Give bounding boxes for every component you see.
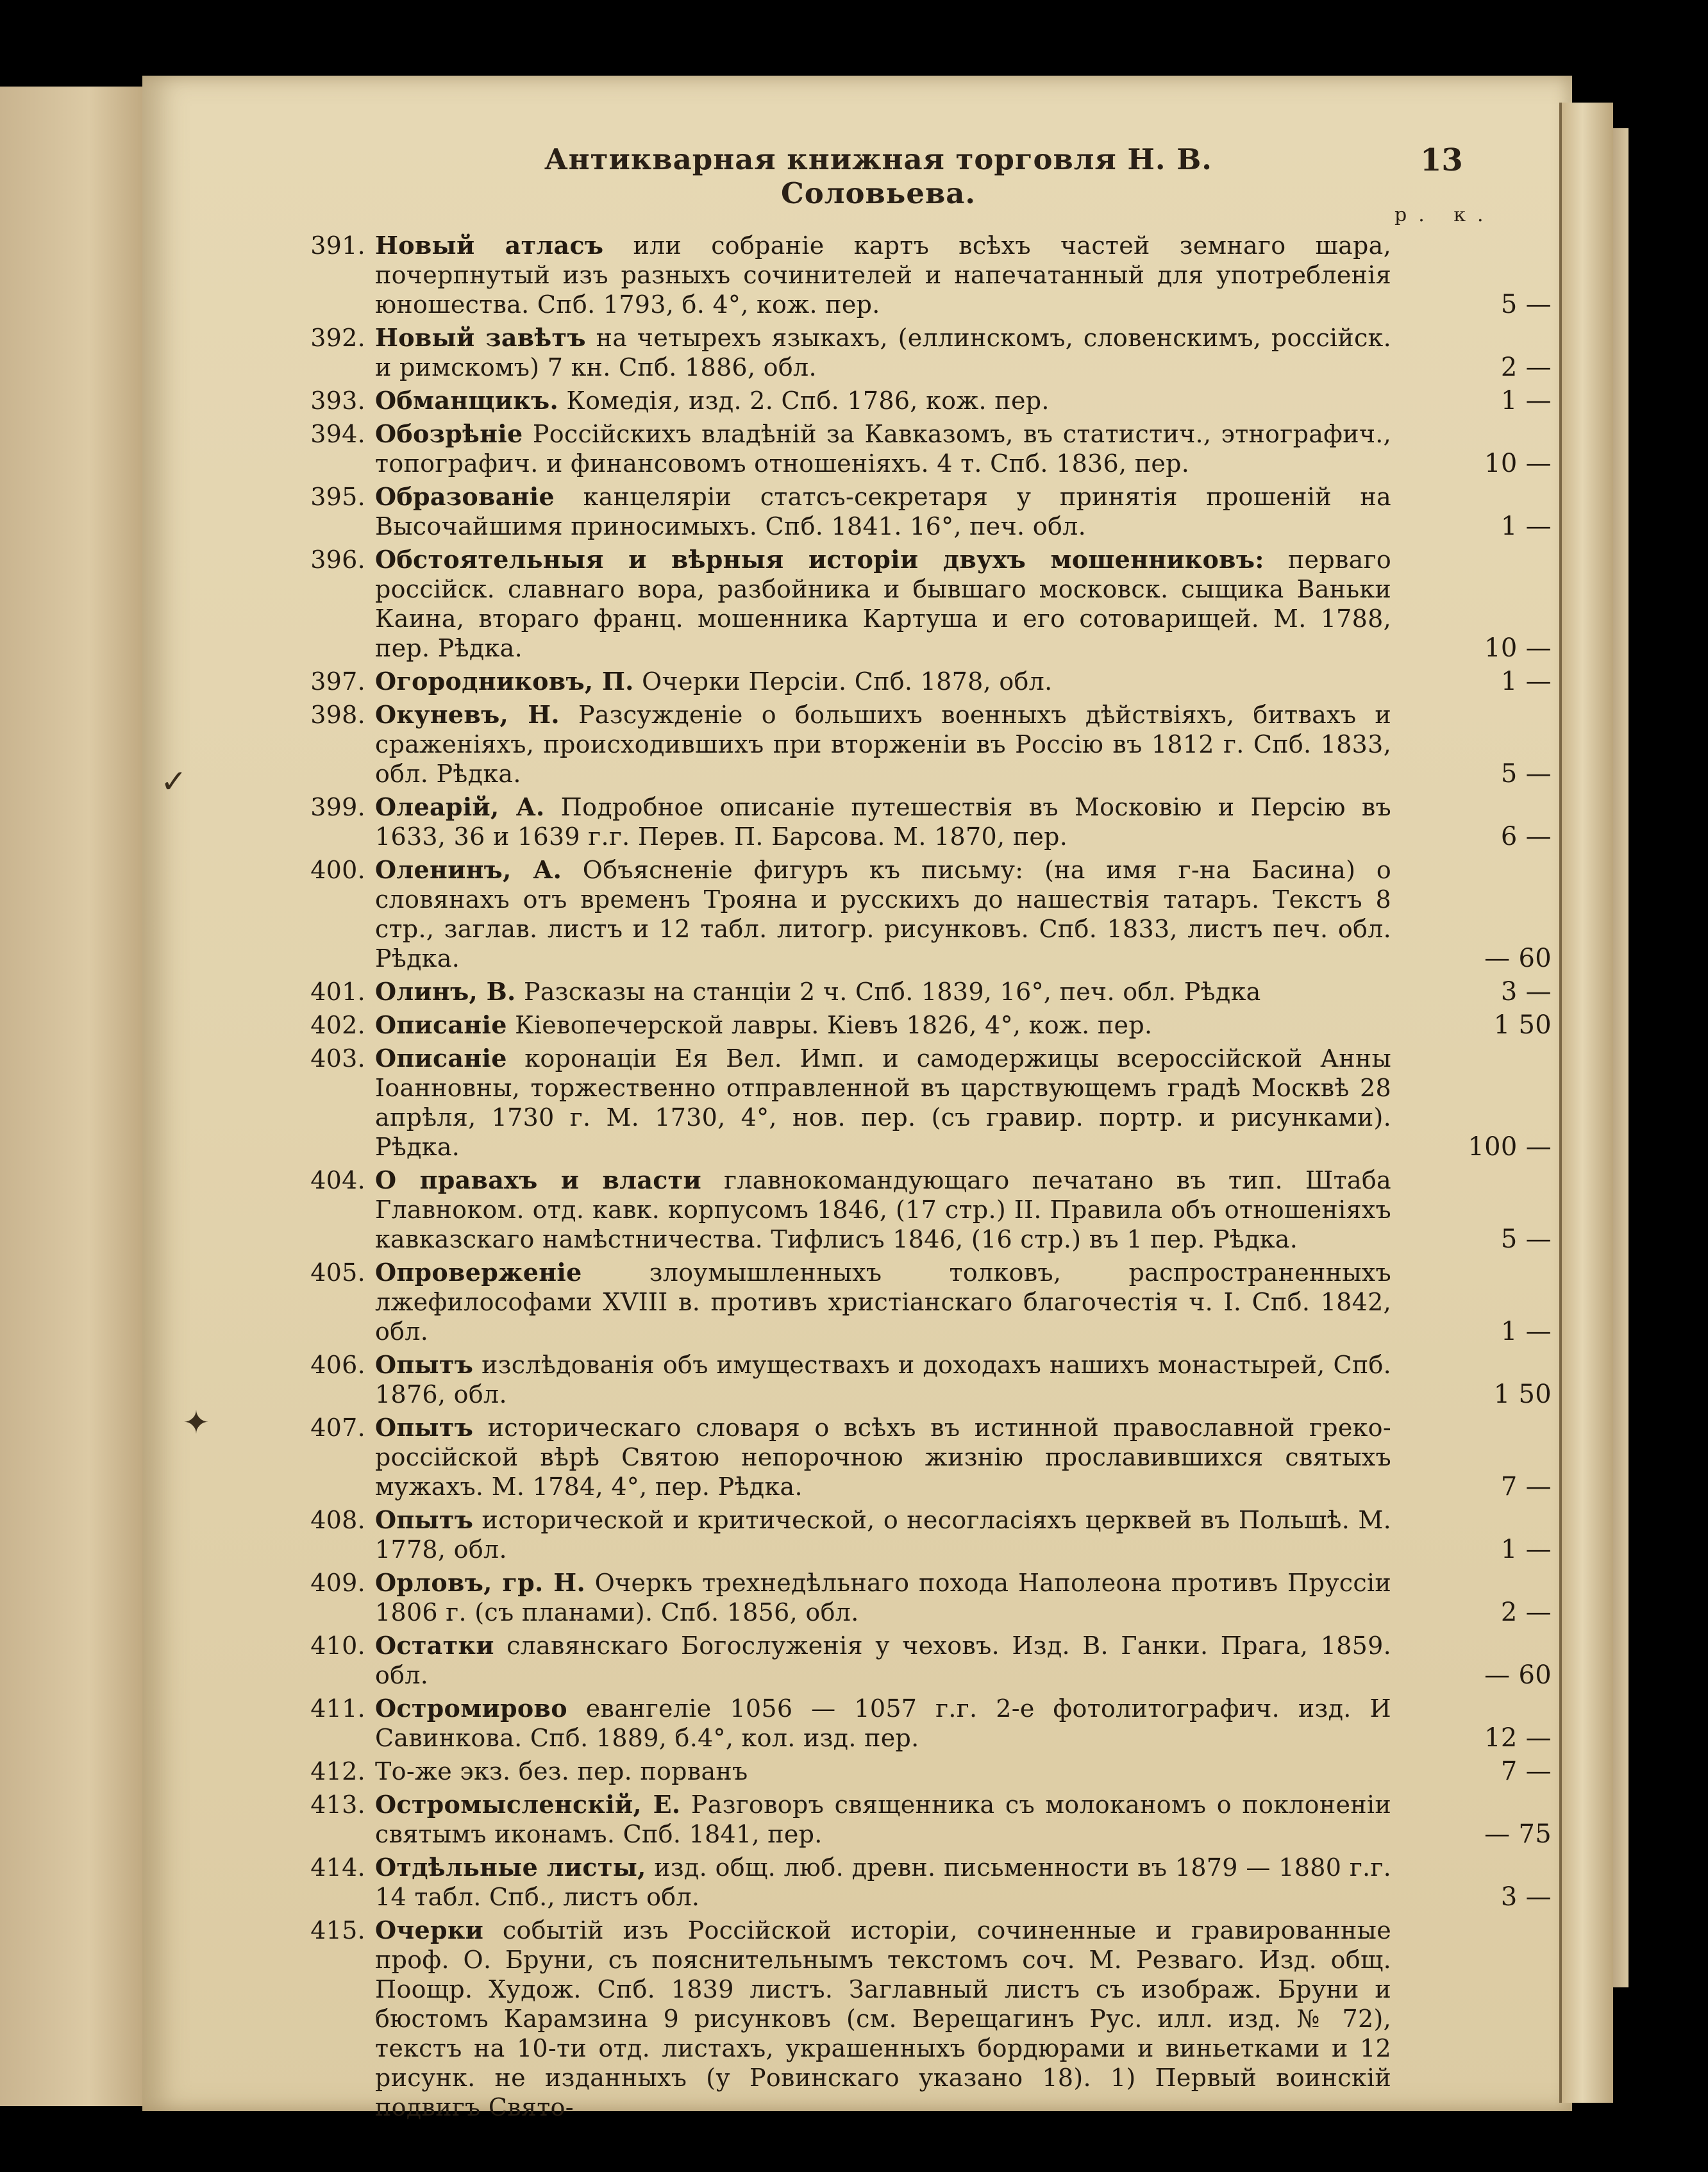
entry-description: на четырехъ языкахъ, (еллинскомъ, словенскимъ, россійск. и римскомъ) 7 кн. Спб. 1886, обл. bbox=[375, 324, 1391, 381]
entry-number: 404. bbox=[310, 1166, 365, 1194]
entry-title: Описаніе bbox=[375, 1044, 507, 1073]
entry-title: Опроверженіе bbox=[375, 1258, 582, 1287]
pencil-arrow-mark: ✦ bbox=[183, 1404, 210, 1441]
entry-number: 406. bbox=[310, 1351, 365, 1379]
entry-title: Остромысленскій, Е. bbox=[375, 1790, 681, 1819]
catalog-entry bbox=[301, 1413, 1552, 1501]
catalog-entry bbox=[301, 1916, 1391, 2122]
entry-price: 1 50 bbox=[1493, 1010, 1552, 1040]
entry-price: — 60 bbox=[1484, 1660, 1552, 1690]
entry-description: Разговоръ священника съ молоканомъ о поклоненіи святымъ иконамъ. Спб. 1841, пер. bbox=[375, 1791, 1391, 1848]
entry-title: Остатки bbox=[375, 1631, 494, 1660]
entry-price: 5 — bbox=[1500, 1224, 1552, 1254]
entry-description: Комедія, изд. 2. Спб. 1786, кож. пер. bbox=[566, 387, 1050, 415]
catalog-entry bbox=[301, 1853, 1552, 1912]
entry-price: 7 — bbox=[1500, 1472, 1552, 1501]
pencil-tick-mark: ✓ bbox=[160, 763, 187, 800]
facing-left-page bbox=[0, 87, 153, 2106]
catalog-entry bbox=[301, 1010, 1552, 1040]
catalog-entry bbox=[301, 1631, 1552, 1690]
entry-number: 413. bbox=[310, 1791, 365, 1819]
entry-price: 5 — bbox=[1500, 290, 1552, 319]
entry-title: Образованіе bbox=[375, 482, 555, 511]
catalog-entry bbox=[301, 1757, 1552, 1786]
catalog-entry bbox=[301, 1350, 1552, 1409]
entry-description: Подробное описаніе путешествія въ Московію и Персію въ 1633, 36 и 1639 г.г. Перев. П. Барсова. М. 1870, пер. bbox=[375, 793, 1392, 851]
catalog-entry bbox=[301, 700, 1552, 789]
catalog-entry bbox=[301, 977, 1552, 1007]
entry-description: исторической и критической, о несогласіяхъ церквей въ Польшѣ. М. 1778, обл. bbox=[375, 1506, 1391, 1564]
entry-title: Орловъ, гр. Н. bbox=[375, 1568, 586, 1597]
catalog-entry bbox=[301, 1694, 1552, 1753]
entry-title: Олеарій, А. bbox=[375, 792, 545, 821]
entry-description: Россійскихъ владѣній за Кавказомъ, въ статистич., этнографич., топографич. и финансовомъ отношеніяхъ. 4 т. Спб. 1836, пер. bbox=[375, 420, 1392, 478]
price-column-header: р. к. bbox=[1394, 204, 1495, 226]
entry-price: 2 — bbox=[1500, 353, 1552, 382]
catalog-entry bbox=[301, 419, 1552, 478]
entry-title: Огородниковъ, П. bbox=[375, 667, 634, 696]
running-header: Антикварная книжная торговля Н. В. Соловьева. bbox=[544, 142, 1212, 210]
entry-number: 414. bbox=[310, 1853, 365, 1882]
catalog-entry bbox=[301, 1568, 1552, 1627]
entry-number: 410. bbox=[310, 1632, 365, 1660]
entry-description: канцеляріи статсъ-секретаря у принятія прошеній на Высочайшимя приносимыхъ. Спб. 1841. 16°, печ. обл. bbox=[375, 483, 1391, 540]
entry-title: Опытъ bbox=[375, 1350, 474, 1379]
entry-description: злоумышленныхъ толковъ, распространенныхъ лжефилософами XVIII в. противъ христіанскаго благочестія ч. I. Спб. 1842, обл. bbox=[375, 1258, 1391, 1346]
entry-number: 402. bbox=[310, 1011, 365, 1039]
entry-price: — 75 bbox=[1484, 1819, 1552, 1849]
catalog-entry bbox=[301, 792, 1552, 851]
entry-price: 3 — bbox=[1500, 1882, 1552, 1912]
catalog-entry bbox=[301, 667, 1552, 696]
entry-number: 401. bbox=[310, 978, 365, 1006]
entry-title: Описаніе bbox=[375, 1010, 507, 1039]
entry-number: 394. bbox=[310, 420, 365, 448]
entry-title: Оленинъ, А. bbox=[375, 855, 562, 884]
entry-number: 408. bbox=[310, 1506, 365, 1534]
entry-price: 2 — bbox=[1500, 1598, 1552, 1627]
catalog-entry bbox=[301, 1790, 1552, 1849]
entry-title: Новый завѣтъ bbox=[375, 323, 586, 352]
catalog-entry bbox=[301, 482, 1552, 541]
entry-price: 100 — bbox=[1468, 1132, 1552, 1162]
catalog-entry bbox=[301, 386, 1552, 415]
entry-price: 10 — bbox=[1484, 449, 1552, 478]
entry-description: Очерки Персіи. Спб. 1878, обл. bbox=[642, 667, 1053, 696]
entry-price: 1 — bbox=[1500, 1535, 1552, 1564]
entry-price: — 60 bbox=[1484, 944, 1552, 973]
entry-number: 409. bbox=[310, 1569, 365, 1597]
entry-description: изслѣдованія объ имуществахъ и доходахъ нашихъ монастырей, Спб. 1876, обл. bbox=[375, 1351, 1392, 1408]
entry-price: 1 50 bbox=[1493, 1380, 1552, 1409]
entry-price: 1 — bbox=[1500, 1317, 1552, 1346]
entry-number: 407. bbox=[310, 1414, 365, 1442]
entry-title: Опытъ bbox=[375, 1413, 474, 1442]
entry-description: историческаго словаря о всѣхъ въ истинной православной греко-россійской вѣрѣ Святою непорочною жизнію прославившихся святыхъ мужахъ. М. 1784, 4°, пер. Рѣдка. bbox=[375, 1414, 1391, 1501]
entry-number: 403. bbox=[310, 1044, 365, 1073]
entry-description: Разсказы на станціи 2 ч. Спб. 1839, 16°, печ. обл. Рѣдка bbox=[523, 978, 1261, 1006]
entry-description: главнокомандующаго печатано въ тип. Штаба Главноком. отд. кавк. корпусомъ 1846, (17 стр.) II. Правила объ отношеніяхъ кавказскаго намѣстничества. Тифлисъ 1846, (16 стр.) въ 1 пер. Рѣдка. bbox=[375, 1166, 1391, 1253]
entry-description: Объясненіе фигуръ къ письму: (на имя г-на Басина) о словянахъ отъ временъ Трояна и русскихъ до нашествія татаръ. Текстъ 8 стр., заглав. листъ и 12 табл. литогр. рисунковъ. Спб. 1833, листъ печ. обл. Рѣдка. bbox=[375, 856, 1391, 973]
entry-number: 400. bbox=[310, 856, 365, 884]
entry-description: Очеркъ трехнедѣльнаго похода Наполеона противъ Пруссіи 1806 г. (съ планами). Спб. 1856, обл. bbox=[375, 1569, 1391, 1626]
entry-number: 415. bbox=[310, 1916, 365, 1944]
entry-description: событій изъ Россійской исторіи, сочиненные и гравированные проф. О. Бруни, съ пояснительнымъ текстомъ соч. М. Резваго. Изд. общ. Поощр. Худож. Спб. 1839 листъ. Заглавный листъ съ изображ. Бруни и бюстомъ Карамзина 9 рисунковъ (см. Верещагинъ Рус. илл. изд. № 72), текстъ на 10-ти отд. листахъ, украшенныхъ бордюрами и виньетками и 12 рисунк. не изданныхъ (у Ровинскаго указано 18). 1) Первый воинскій подвигъ Свято- bbox=[375, 1916, 1391, 2121]
catalog-entry bbox=[301, 323, 1552, 382]
entry-description: перваго россійск. славнаго вора, разбойника и бывшаго московск. сыщика Ваньки Каина, втораго франц. мошенника Картуша и его сотоварищей. М. 1788, пер. Рѣдка. bbox=[375, 546, 1391, 662]
entry-number: 398. bbox=[310, 701, 365, 729]
entry-number: 411. bbox=[310, 1694, 365, 1723]
entry-title: Отдѣльные листы, bbox=[375, 1853, 646, 1882]
entry-number: 391. bbox=[310, 231, 365, 260]
entry-price: 3 — bbox=[1500, 977, 1552, 1007]
catalog-entries bbox=[301, 231, 1552, 2126]
entry-description: То-же экз. без. пер. порванъ bbox=[375, 1757, 748, 1785]
entry-price: 6 — bbox=[1500, 822, 1552, 851]
entry-number: 405. bbox=[310, 1258, 365, 1287]
entry-title: Обманщикъ. bbox=[375, 386, 559, 415]
entry-price: 1 — bbox=[1500, 667, 1552, 696]
entry-description: евангеліе 1056 — 1057 г.г. 2-е фотолитографич. изд. И Савинкова. Спб. 1889, б.4°, кол. изд. пер. bbox=[375, 1694, 1391, 1752]
entry-price: 1 — bbox=[1500, 512, 1552, 541]
catalog-entry bbox=[301, 1044, 1552, 1162]
entry-title: Обозрѣніе bbox=[375, 419, 523, 448]
entry-number: 393. bbox=[310, 387, 365, 415]
entry-description: или собраніе картъ всѣхъ частей земнаго шара, почерпнутый изъ разныхъ сочинителей и напечатанный для употребленія юношества. Спб. 1793, б. 4°, кож. пер. bbox=[375, 231, 1391, 319]
entry-title: О правахъ и власти bbox=[375, 1165, 702, 1194]
catalog-entry bbox=[301, 855, 1552, 973]
entry-price: 7 — bbox=[1500, 1757, 1552, 1786]
entry-title: Окуневъ, Н. bbox=[375, 700, 560, 729]
entry-number: 412. bbox=[310, 1757, 365, 1785]
entry-price: 10 — bbox=[1484, 633, 1552, 663]
catalog-entry bbox=[301, 545, 1552, 663]
entry-title: Очерки bbox=[375, 1916, 484, 1944]
catalog-entry bbox=[301, 231, 1552, 319]
entry-description: Кіевопечерской лавры. Кіевъ 1826, 4°, кож. пер. bbox=[515, 1011, 1153, 1039]
entry-description: изд. общ. люб. древн. письменности въ 1879 — 1880 г.г. 14 табл. Спб., листъ обл. bbox=[375, 1853, 1392, 1911]
entry-title: Остромирово bbox=[375, 1694, 567, 1723]
catalog-entry bbox=[301, 1505, 1552, 1564]
entry-number: 396. bbox=[310, 546, 365, 574]
entry-price: 1 — bbox=[1500, 386, 1552, 415]
entry-number: 399. bbox=[310, 793, 365, 821]
entry-description: коронаціи Ея Вел. Имп. и самодержицы всероссійской Анны Іоанновны, торжественно отправленной въ царствующемъ градѣ Москвѣ 28 апрѣля, 1730 г. М. 1730, 4°, нов. пер. (съ гравир. портр. и рисунками). Рѣдка. bbox=[375, 1044, 1391, 1161]
entry-description: славянскаго Богослуженія у чеховъ. Изд. В. Ганки. Прага, 1859. обл. bbox=[375, 1632, 1391, 1689]
catalog-entry bbox=[301, 1165, 1552, 1254]
entry-title: Обстоятельныя и вѣрныя исторіи двухъ мошенниковъ: bbox=[375, 545, 1264, 574]
catalog-entry bbox=[301, 1258, 1552, 1346]
entry-number: 395. bbox=[310, 483, 365, 511]
entry-number: 397. bbox=[310, 667, 365, 696]
entry-title: Олинъ, В. bbox=[375, 977, 516, 1006]
entry-price: 12 — bbox=[1484, 1723, 1552, 1753]
entry-title: Опытъ bbox=[375, 1505, 474, 1534]
entry-description: Разсужденіе о большихъ военныхъ дѣйствіяхъ, битвахъ и сраженіяхъ, происходившихъ при вторженіи въ Россію въ 1812 г. Спб. 1833, обл. Рѣдка. bbox=[375, 701, 1391, 788]
entry-price: 5 — bbox=[1500, 759, 1552, 789]
page-number: 13 bbox=[1420, 142, 1463, 178]
entry-number: 392. bbox=[310, 324, 365, 352]
entry-title: Новый атласъ bbox=[375, 231, 604, 260]
page-edge bbox=[1559, 103, 1613, 2103]
